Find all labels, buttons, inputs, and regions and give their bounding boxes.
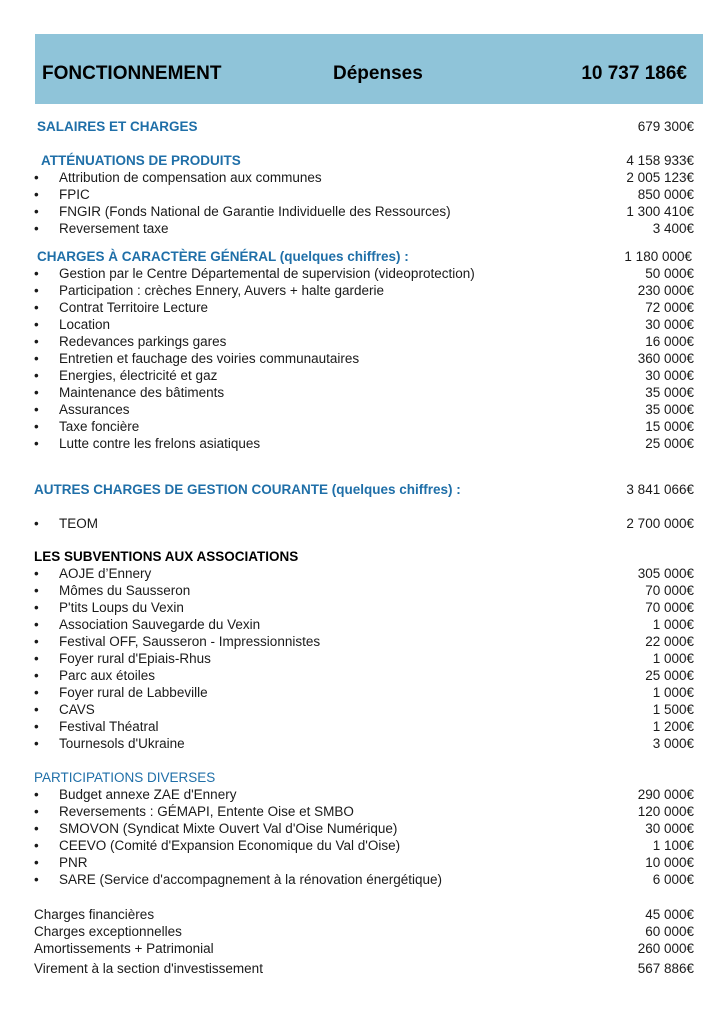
heading-label: PARTICIPATIONS DIVERSES [34,770,216,785]
list-item [34,299,694,316]
section-participations [34,769,694,888]
summary-row [34,906,694,923]
item-label: Attribution de compensation aux communes [59,170,322,185]
item-label: Reversements : GÉMAPI, Entente Oise et SMBO [59,804,354,819]
bullet-point: • [34,617,39,632]
item-label: PNR [59,855,88,870]
item-label: Association Sauvegarde du Vexin [59,617,261,632]
heading-label: ATTÉNUATIONS DE PRODUITS [41,153,241,168]
item-value: 10 000€ [645,855,694,870]
page-subtitle: Dépenses [333,63,423,84]
bullet-point: • [34,402,39,417]
item-label: Foyer rural d'Epiais-Rhus [59,651,211,666]
heading-label: LES SUBVENTIONS AUX ASSOCIATIONS [34,549,299,564]
item-value: 2 005 123€ [626,170,694,185]
list-item [34,186,694,203]
item-value: 360 000€ [637,351,694,366]
header-banner [35,34,703,104]
item-value: 305 000€ [637,566,694,581]
item-value: 70 000€ [645,583,694,598]
heading-label [37,248,409,265]
item-label: Assurances [59,402,130,417]
item-label: SMOVON (Syndicat Mixte Ouvert Val d'Oise Numérique) [59,821,398,836]
bullet-point: • [34,583,39,598]
item-value: 72 000€ [645,300,694,315]
item-value: 1 100€ [652,838,694,853]
bullet-point: • [34,351,39,366]
bullet-point: • [34,266,39,281]
page-title: FONCTIONNEMENT [42,63,222,84]
item-value: 30 000€ [645,368,694,383]
item-label: Maintenance des bâtiments [59,385,225,400]
bullet-point: • [34,804,39,819]
item-label: Festival OFF, Sausseron - Impressionnistes [59,634,321,649]
item-label: P'tits Loups du Vexin [59,600,184,615]
item-value: 260 000€ [637,941,694,956]
item-label: Festival Théatral [59,719,159,734]
heading-note: (quelques chiffres) : [276,249,409,264]
item-label: Lutte contre les frelons asiatiques [59,436,261,451]
item-value: 1 500€ [652,702,694,717]
list-item [34,282,694,299]
item-value: 25 000€ [645,668,694,683]
list-item [34,203,694,220]
list-item [34,350,694,367]
bullet-point: • [34,170,39,185]
heading-label-main: CHARGES À CARACTÈRE GÉNÉRAL [37,249,277,264]
list-item [34,837,694,854]
section-heading [34,769,694,786]
list-item [34,684,694,701]
item-label: Location [59,317,111,332]
bullet-point: • [34,600,39,615]
item-label: FNGIR (Fonds National de Garantie Individuelle des Ressources) [59,204,451,219]
list-item [34,316,694,333]
item-value: 1 200€ [652,719,694,734]
item-value: 1 000€ [652,651,694,666]
bullet-point: • [34,668,39,683]
item-value: 3 000€ [652,736,694,751]
list-item [34,367,694,384]
list-item [34,633,694,650]
heading-value: 1 180 000€ [624,249,692,264]
heading-label-main: AUTRES CHARGES DE GESTION COURANTE [34,482,329,497]
item-label: Amortissements + Patrimonial [34,941,214,956]
list-item [34,735,694,752]
item-value: 2 700 000€ [626,516,694,531]
section-heading [34,152,694,169]
bullet-point: • [34,300,39,315]
bullet-point: • [34,368,39,383]
item-value: 60 000€ [645,924,694,939]
list-item [34,515,694,532]
list-item [34,718,694,735]
item-label: TEOM [59,516,98,531]
item-label: Reversement taxe [59,221,169,236]
list-item [34,701,694,718]
item-value: 567 886€ [637,961,694,976]
bullet-point: • [34,685,39,700]
item-value: 70 000€ [645,600,694,615]
list-item [34,401,694,418]
page-total: 10 737 186€ [581,63,687,84]
bullet-point: • [34,566,39,581]
item-label: Contrat Territoire Lecture [59,300,209,315]
item-value: 35 000€ [645,402,694,417]
bullet-point: • [34,634,39,649]
bullet-point: • [34,317,39,332]
heading-value: 4 158 933€ [626,153,694,168]
list-item [34,169,694,186]
list-item [34,786,694,803]
item-label: Participation : crèches Ennery, Auvers + halte garderie [59,283,385,298]
summary-row [34,960,694,977]
item-label: CAVS [59,702,95,717]
heading-note: (quelques chiffres) : [328,482,461,497]
list-item [34,384,694,401]
list-item [34,599,694,616]
bullet-point: • [34,436,39,451]
item-value: 850 000€ [637,187,694,202]
bullet-point: • [34,334,39,349]
item-value: 35 000€ [645,385,694,400]
bullet-point: • [34,736,39,751]
bullet-point: • [34,187,39,202]
list-item [34,854,694,871]
heading-label: SALAIRES ET CHARGES [37,119,198,134]
section-subventions [34,548,694,752]
item-label: Tournesols d'Ukraine [59,736,185,751]
section-salaires [34,118,694,135]
bullet-point: • [34,651,39,666]
item-label: CEEVO (Comité d'Expansion Economique du Val d'Oise) [59,838,401,853]
item-label: Budget annexe ZAE d'Ennery [59,787,237,802]
item-value: 16 000€ [645,334,694,349]
bullet-point: • [34,855,39,870]
list-item [34,565,694,582]
item-label: Redevances parkings gares [59,334,227,349]
list-item [34,616,694,633]
section-autres [34,906,694,977]
item-label: FPIC [59,187,90,202]
item-value: 25 000€ [645,436,694,451]
bullet-point: • [34,385,39,400]
list-item [34,220,694,237]
heading-value: 3 841 066€ [626,482,694,497]
item-list [34,515,694,532]
bullet-point: • [34,719,39,734]
bullet-point: • [34,787,39,802]
item-label: SARE (Service d'accompagnement à la rénovation énergétique) [59,872,443,887]
item-list [34,565,694,752]
item-label: Foyer rural de Labbeville [59,685,208,700]
item-value: 290 000€ [637,787,694,802]
item-list [34,265,694,452]
item-label: Virement à la section d'investissement [34,961,263,976]
bullet-point: • [34,821,39,836]
section-heading [34,248,694,265]
item-value: 50 000€ [645,266,694,281]
item-value: 230 000€ [637,283,694,298]
list-item [34,820,694,837]
item-value: 30 000€ [645,821,694,836]
section-heading [34,481,694,498]
list-item [34,435,694,452]
list-item [34,650,694,667]
heading-label [34,481,461,498]
section-autres-charges [34,481,694,532]
bullet-point: • [34,204,39,219]
item-list [34,906,694,977]
item-label: Charges exceptionnelles [34,924,182,939]
item-value: 30 000€ [645,317,694,332]
item-value: 1 000€ [652,685,694,700]
section-attenuations [34,152,694,237]
item-label: AOJE d’Ennery [59,566,152,581]
item-list [34,169,694,237]
item-value: 45 000€ [645,907,694,922]
item-list [34,786,694,888]
heading-value: 679 300€ [637,119,694,134]
item-value: 120 000€ [637,804,694,819]
item-label: Taxe foncière [59,419,140,434]
list-item [34,265,694,282]
list-item [34,803,694,820]
item-label: Parc aux étoiles [59,668,156,683]
item-value: 22 000€ [645,634,694,649]
section-heading [34,118,694,135]
bullet-point: • [34,702,39,717]
item-value: 15 000€ [645,419,694,434]
bullet-point: • [34,516,39,531]
section-charges-generales [34,248,694,452]
item-value: 1 000€ [652,617,694,632]
bullet-point: • [34,872,39,887]
item-label: Mômes du Sausseron [59,583,191,598]
item-value: 1 300 410€ [626,204,694,219]
list-item [34,418,694,435]
list-item [34,667,694,684]
section-heading [34,548,694,565]
item-label: Charges financières [34,907,155,922]
list-item [34,333,694,350]
bullet-point: • [34,419,39,434]
item-value: 3 400€ [652,221,694,236]
list-item [34,871,694,888]
summary-row [34,923,694,940]
bullet-point: • [34,838,39,853]
summary-row [34,940,694,957]
list-item [34,582,694,599]
item-label: Energies, électricité et gaz [59,368,218,383]
bullet-point: • [34,221,39,236]
item-label: Entretien et fauchage des voiries communautaires [59,351,360,366]
item-label: Gestion par le Centre Départemental de supervision (videoprotection) [59,266,475,281]
item-value: 6 000€ [652,872,694,887]
bullet-point: • [34,283,39,298]
